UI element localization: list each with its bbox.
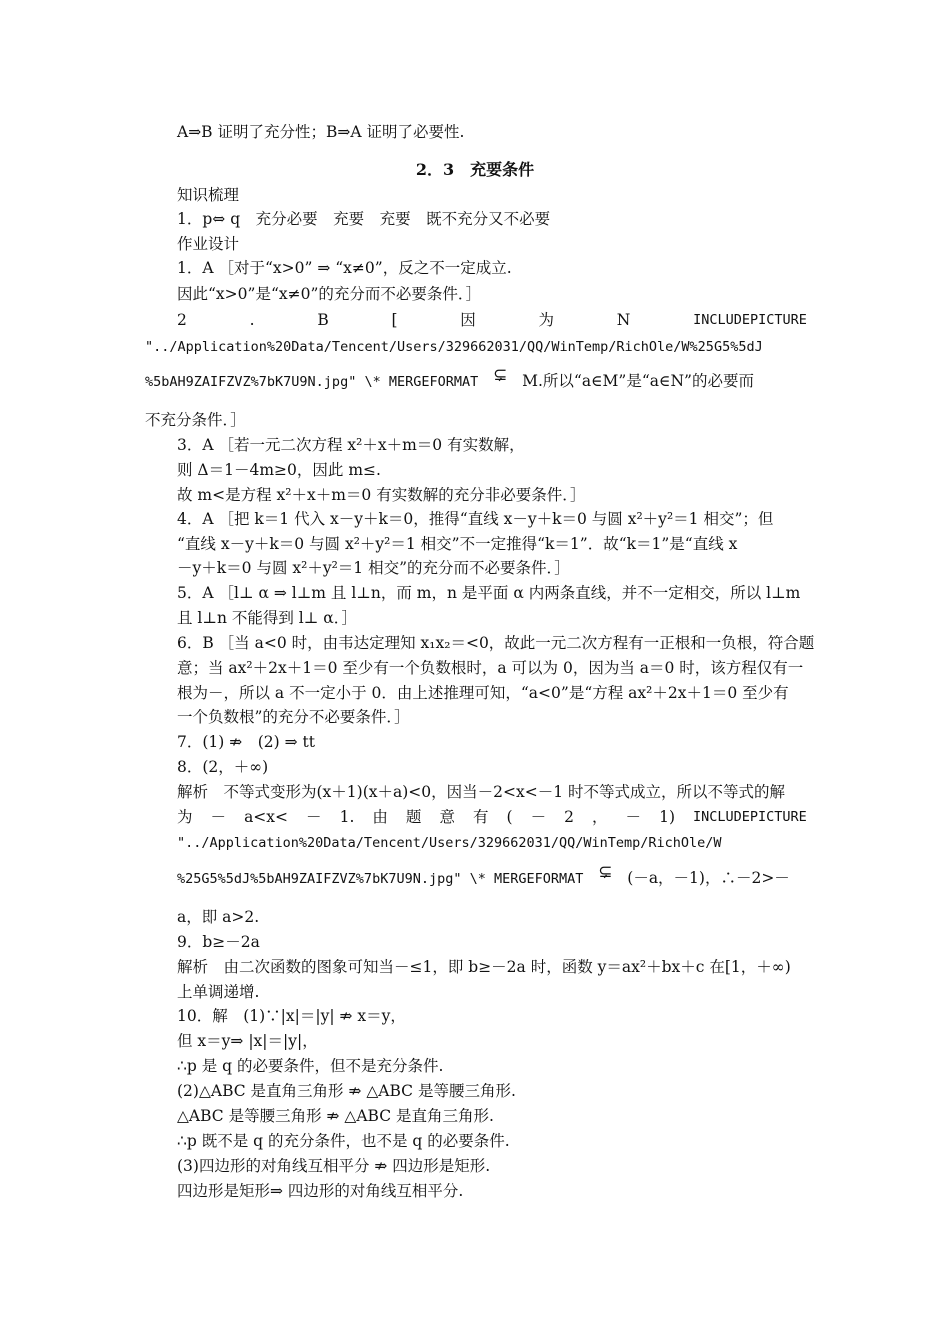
section-title: 2．3 充要条件 [415,160,535,179]
text-line: 7．(1) ⇏ (2) ⇒ tt [177,733,315,751]
text-line: 5．A ［l⊥ α ⇒ l⊥m 且 l⊥n，而 m，n 是平面 α 内两条直线，并不一定相交，所以 l⊥m [177,584,801,602]
text-line: 作业设计 [177,235,240,253]
text-line: 10．解 (1)∵|x|＝|y| ⇏ x＝y， [177,1007,406,1025]
text-line: △ABC 是等腰三角形 ⇏ △ABC 是直角三角形. [177,1107,494,1125]
text-line: 6．B ［当 a<0 时，由韦达定理知 x₁x₂＝<0，故此一元二次方程有一正根和一负根，符合题 [177,634,815,652]
item-8-header [177,806,807,828]
item-2-part: [ [391,311,398,329]
item-8-part: 题 [405,808,422,826]
item-2-part: . [249,311,255,329]
text-line: 则 Δ＝1－4m≥0，因此 m≤. [177,461,381,479]
text-line: 故 m<是方程 x²＋x＋m＝0 有实数解的充分非必要条件．］ [177,486,586,504]
item-2-part: 2 [177,311,187,329]
item-8-part: INCLUDEPICTURE [693,809,807,825]
item-8-text: (－a，－1)，∴－2>－ [627,869,790,887]
text-line: 但 x＝y⇒ |x|＝|y|， [177,1032,318,1050]
item-8-part: － [530,808,547,826]
item-8-code: %25G5%5dJ%5bAH9ZAIFZVZ%7bK7U9N.jpg" \* MERGEFORMAT [177,871,584,887]
text-line: 四边形是矩形⇒ 四边形的对角线互相平分. [177,1182,464,1200]
item-8-part: － [625,808,642,826]
subset-symbol-icon: ⊊ [493,365,508,385]
item-2-part: B [317,311,329,329]
item-8-part: 1) [659,808,675,826]
item-8-part: － [306,808,322,826]
item-8-part: 为 [177,808,193,826]
text-line: 解析 由二次函数的图象可知当－≤1，即 b≥－2a 时，函数 y＝ax²＋bx＋c 在[1，＋∞) [177,958,791,976]
item-8-path: "../Application%20Data/Tencent/Users/329662031/QQ/WinTemp/RichOle/W [177,835,722,851]
item-8-part: 1. [339,808,355,826]
text-line: 知识梳理 [177,186,240,204]
item-8-part: ， [592,808,608,826]
item-8-part: 2 [564,808,574,826]
text-line: 解析 不等式变形为(x＋1)(x＋a)<0，因当－2<x<－1 时不等式成立，所以不等式的解 [177,783,785,801]
text-line: 一个负数根”的充分不必要条件．］ [177,708,410,726]
text-line: 3．A ［若一元二次方程 x²＋x＋m＝0 有实数解， [177,436,525,454]
text-line: A⇒B 证明了充分性；B⇒A 证明了必要性. [177,123,465,141]
item-2-path: "../Application%20Data/Tencent/Users/329662031/QQ/WinTemp/RichOle/W%25G5%5dJ [145,339,763,355]
item-2-part: INCLUDEPICTURE [693,312,807,328]
text-line: 根为－，所以 a 不一定小于 0．由上述推理可知，“a<0”是“方程 ax²＋2x＋1＝0 至少有 [177,684,789,702]
text-line: 因此“x>0”是“x≠0”的充分而不必要条件．］ [177,285,482,303]
item-8-tail [177,862,807,890]
text-line: 意；当 ax²＋2x＋1＝0 至少有一个负数根时，a 可以为 0，因为当 a＝0 时，该方程仅有一 [177,659,804,677]
item-2-tail [145,365,775,393]
text-line: 8．(2，＋∞) [177,758,269,776]
text-line: ∴p 既不是 q 的充分条件，也不是 q 的必要条件. [177,1132,510,1150]
item-2-part: 因 [460,311,476,329]
text-line: 1．A ［对于“x>0” ⇒ “x≠0”，反之不一定成立. [177,259,512,277]
text-line: 且 l⊥n 不能得到 l⊥ α．］ [177,609,357,627]
text-line: “直线 x－y＋k＝0 与圆 x²＋y²＝1 相交”不一定推得“k＝1”．故“k＝1”是“直线 x [177,535,738,553]
item-8-part: ( [506,808,513,826]
text-line: a，即 a>2. [177,908,260,926]
item-2-part: 为 [538,311,555,329]
text-line: 4．A ［把 k＝1 代入 x－y＋k＝0，推得“直线 x－y＋k＝0 与圆 x²＋y²＝1 相交”；但 [177,510,774,528]
text-line: ∴p 是 q 的必要条件，但不是充分条件. [177,1057,444,1075]
item-8-part: 由 [372,808,388,826]
text-line: 上单调递增. [177,983,260,1001]
text-line: (2)△ABC 是直角三角形 ⇏ △ABC 是等腰三角形. [177,1082,516,1100]
item-2-header [177,309,807,331]
subset-symbol-icon: ⊊ [598,862,613,882]
item-8-part: 意 [439,808,455,826]
text-line: 不充分条件．］ [145,411,246,429]
text-line: 9．b≥－2a [177,933,260,951]
item-2-part: N [616,311,631,329]
text-line: 1．p⇔ q 充分必要 充要 充要 既不充分又不必要 [177,210,551,228]
item-8-part: a<x< [244,808,289,826]
item-2-text: M.所以“a∈M”是“a∈N”的必要而 [522,372,754,390]
item-8-part: 有 [472,808,489,826]
item-2-code: %5bAH9ZAIFZVZ%7bK7U9N.jpg" \* MERGEFORMAT [145,374,479,390]
item-8-part: － [210,808,227,826]
text-line: －y＋k＝0 与圆 x²＋y²＝1 相交”的充分而不必要条件．］ [177,559,570,577]
text-line: (3)四边形的对角线互相平分 ⇏ 四边形是矩形. [177,1157,491,1175]
